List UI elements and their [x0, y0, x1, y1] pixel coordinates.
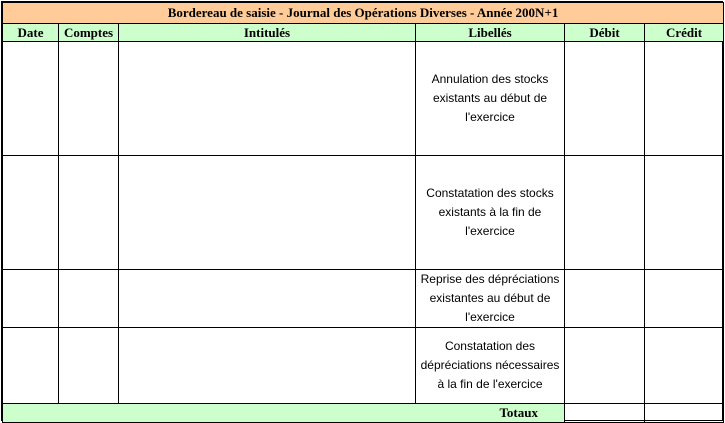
total-credit-cell[interactable] — [645, 404, 724, 423]
cell-date[interactable] — [3, 156, 59, 270]
table-row — [3, 328, 724, 404]
totals-label: Totaux — [3, 404, 565, 423]
table-row — [3, 270, 724, 328]
cell-comptes[interactable] — [59, 42, 119, 156]
journal-title: Bordereau de saisie - Journal des Opérations Diverses - Année 200N+1 — [3, 3, 724, 24]
header-row — [3, 24, 724, 42]
cell-credit[interactable] — [645, 328, 724, 404]
journal-table — [2, 2, 724, 423]
cell-comptes[interactable] — [59, 156, 119, 270]
col-header-debit: Débit — [565, 24, 645, 42]
cell-intitules[interactable] — [119, 156, 416, 270]
cell-debit[interactable] — [565, 270, 645, 328]
cell-comptes[interactable] — [59, 270, 119, 328]
table-row — [3, 42, 724, 156]
cell-libelle: Reprise des dépréciations existantes au début de l'exercice — [416, 270, 565, 328]
cell-date[interactable] — [3, 270, 59, 328]
cell-credit[interactable] — [645, 156, 724, 270]
cell-debit[interactable] — [565, 42, 645, 156]
total-debit-cell[interactable] — [565, 404, 645, 423]
journal-sheet — [1, 1, 723, 421]
cell-intitules[interactable] — [119, 328, 416, 404]
cell-date[interactable] — [3, 328, 59, 404]
cell-debit[interactable] — [565, 156, 645, 270]
cell-credit[interactable] — [645, 42, 724, 156]
totals-row — [3, 404, 724, 423]
col-header-comptes: Comptes — [59, 24, 119, 42]
cell-libelle: Annulation des stocks existants au début de l'exercice — [416, 42, 565, 156]
col-header-date: Date — [3, 24, 59, 42]
table-row — [3, 156, 724, 270]
col-header-libelles: Libellés — [416, 24, 565, 42]
cell-libelle: Constatation des dépréciations nécessaires à la fin de l'exercice — [416, 328, 565, 404]
title-row — [3, 3, 724, 24]
cell-libelle: Constatation des stocks existants à la fin de l'exercice — [416, 156, 565, 270]
cell-debit[interactable] — [565, 328, 645, 404]
cell-intitules[interactable] — [119, 270, 416, 328]
col-header-intitules: Intitulés — [119, 24, 416, 42]
cell-intitules[interactable] — [119, 42, 416, 156]
cell-credit[interactable] — [645, 270, 724, 328]
cell-comptes[interactable] — [59, 328, 119, 404]
col-header-credit: Crédit — [645, 24, 724, 42]
cell-date[interactable] — [3, 42, 59, 156]
